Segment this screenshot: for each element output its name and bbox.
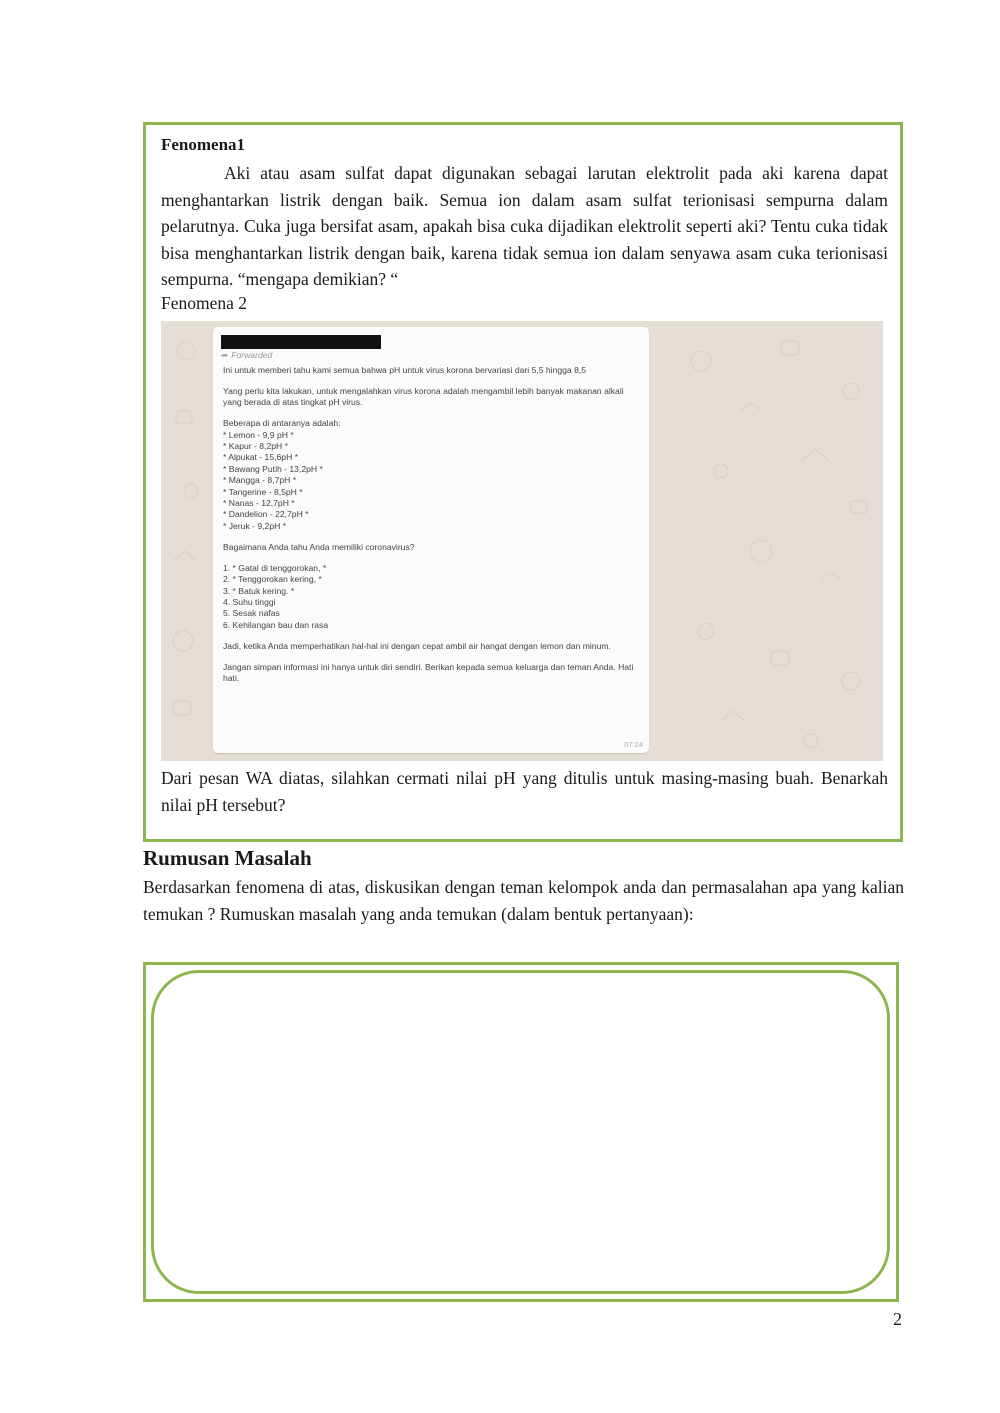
fruit-item: * Lemon - 9,9 pH * bbox=[223, 429, 294, 440]
rumusan-title: Rumusan Masalah bbox=[143, 846, 312, 870]
fruit-item: * Tangerine - 8,5pH * bbox=[223, 486, 303, 497]
wa-fruit-list bbox=[223, 418, 643, 532]
fruit-item: * Jeruk - 9,2pH * bbox=[223, 520, 287, 531]
wa-share: Jangan simpan informasi ini hanya untuk diri sendiri. Berikan kepada semua keluarga dan teman Anda. Hati hati. bbox=[223, 661, 634, 683]
fenomena1-text: Aki atau asam sulfat dapat digunakan sebagai larutan elektrolit pada aki karena dapat menghantarkan listrik dengan baik. Semua ion dalam asam sulfat terionisasi sempurna dalam pelarutnya. Cuka juga bersifat asam, apakah bisa cuka dijadikan elektrolit seperti aki? Tentu cuka tidak bisa menghantarkan listrik dengan baik, karena tidak semua ion dalam senyawa asam cuka terionisasi sempurna. “mengapa demikian? “ bbox=[161, 163, 888, 289]
fruit-item: * Alpukat - 15,6pH * bbox=[223, 452, 299, 463]
redacted-sender bbox=[221, 335, 381, 349]
wa-symptom-list bbox=[223, 563, 643, 631]
answer-frame bbox=[143, 962, 899, 1302]
symptom-item: 3. * Batuk kering. * bbox=[223, 585, 295, 596]
fenomena2-title: Fenomena 2 bbox=[161, 293, 248, 313]
forwarded-label: ➦ Forwarded bbox=[221, 350, 273, 360]
whatsapp-screenshot bbox=[161, 321, 883, 761]
symptom-item: 6. Kehilangan bau dan rasa bbox=[223, 619, 329, 630]
page-number: 2 bbox=[893, 1309, 902, 1329]
wa-timestamp: 07:24 bbox=[624, 739, 643, 749]
fruit-item: * Dandelion - 22,7pH * bbox=[223, 509, 309, 520]
fruit-item: * Bawang Putih - 13,2pH * bbox=[223, 463, 323, 474]
wa-advice: Yang perlu kita lakukan, untuk mengalahkan virus korona adalah mengambil lebih banyak makanan alkali yang berada di atas tingkat pH virus. bbox=[223, 385, 624, 408]
wa-list-heading: Beberapa di antaranya adalah: bbox=[223, 418, 341, 429]
forward-arrow-icon: ➦ bbox=[221, 350, 229, 360]
fruit-item: * Kapur - 8,2pH * bbox=[223, 441, 288, 452]
fenomena-frame bbox=[143, 122, 903, 842]
fruit-item: * Mangga - 8,7pH * bbox=[223, 475, 297, 486]
wa-closing: Jadi, ketika Anda memperhatikan hal-hal ini dengan cepat ambil air hangat dengan lemon dan minum. bbox=[223, 640, 611, 651]
wa-message-bubble bbox=[213, 327, 649, 753]
symptom-item: 4. Suhu tinggi bbox=[223, 596, 276, 607]
symptom-item: 5. Sesak nafas bbox=[223, 608, 280, 619]
symptom-item: 2. * Tenggorokan kering, * bbox=[223, 574, 322, 585]
fenomena2-question: Dari pesan WA diatas, silahkan cermati nilai pH yang ditulis untuk masing-masing buah. Benarkah nilai pH tersebut? bbox=[161, 768, 888, 815]
rumusan-paragraph: Berdasarkan fenomena di atas, diskusikan dengan teman kelompok anda dan permasalahan apa yang kalian temukan ? Rumuskan masalah yang anda temukan (dalam bentuk pertanyaan): bbox=[143, 877, 904, 924]
fenomena1-title: Fenomena1 bbox=[161, 135, 246, 154]
fruit-item: * Nanas - 12,7pH * bbox=[223, 498, 295, 509]
wa-symptoms-question: Bagaimana Anda tahu Anda memiliki coronavirus? bbox=[223, 541, 415, 552]
symptom-item: 1. * Gatal di tenggorokan, * bbox=[223, 562, 327, 573]
wa-message-body bbox=[223, 365, 643, 694]
answer-box[interactable] bbox=[151, 970, 890, 1294]
wa-intro: Ini untuk memberi tahu kami semua bahwa pH untuk virus korona bervariasi dari 5,5 hingga 8,5 bbox=[223, 365, 587, 375]
fenomena1-paragraph bbox=[161, 160, 888, 293]
